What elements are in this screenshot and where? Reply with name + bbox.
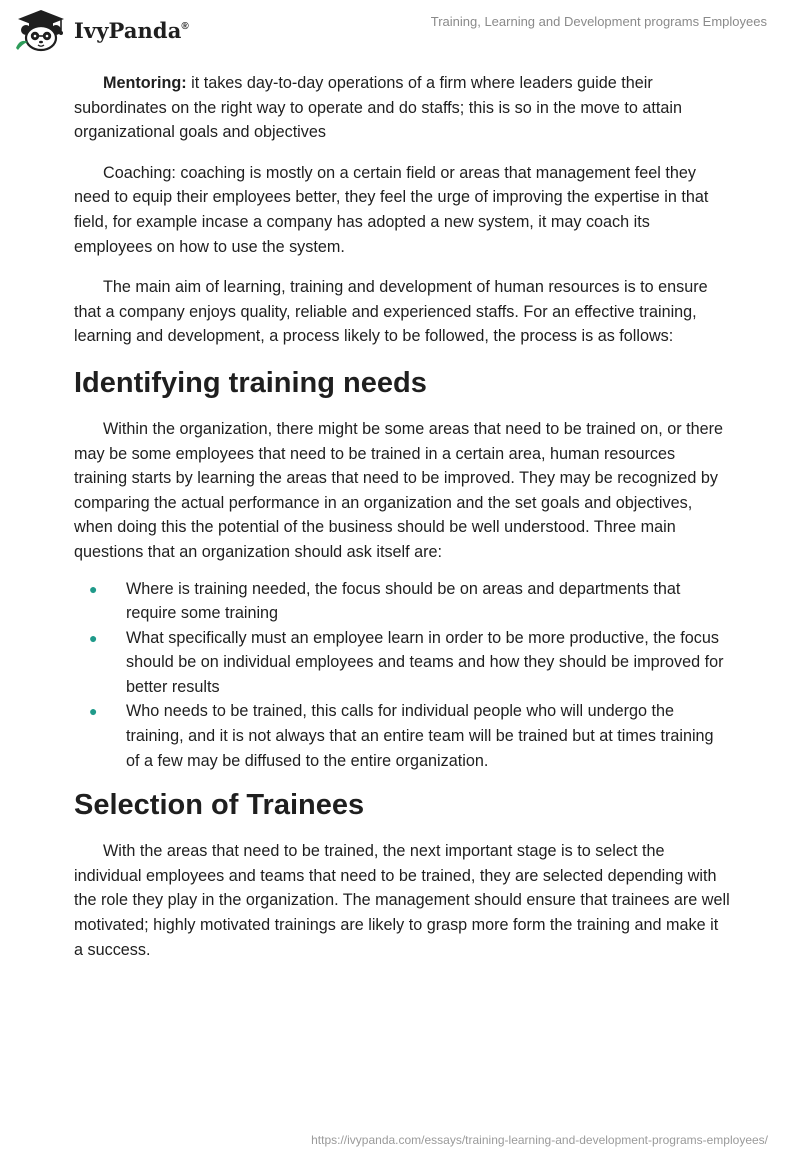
brand-name: IvyPanda® [74, 17, 189, 43]
list-item-text: Who needs to be trained, this calls for individual people who will undergo the training, and it is not always that an entire team will be trained but at times training of a few may be diffused to the entire organization. [126, 702, 714, 770]
list-item-text: Where is training needed, the focus should be on areas and departments that require some training [126, 579, 681, 623]
training-questions-list [74, 577, 730, 774]
brand-logo[interactable] [14, 8, 189, 52]
article-body [74, 71, 730, 978]
section-heading-identifying: Identifying training needs [74, 366, 427, 399]
document-title: Training, Learning and Development programs Employees [430, 14, 767, 29]
footer-url[interactable]: https://ivypanda.com/essays/training-learning-and-development-programs-employees/ [311, 1133, 768, 1147]
list-item-text: What specifically must an employee learn in order to be more productive, the focus should be on individual employees and teams and how they should be improved for better results [126, 628, 724, 696]
section-heading-selection: Selection of Trainees [74, 789, 365, 822]
bullet-icon: ● [89, 580, 98, 597]
list-item [74, 577, 730, 626]
mentoring-paragraph [74, 71, 730, 145]
bullet-icon: ● [89, 629, 98, 646]
selection-paragraph: With the areas that need to be trained, the next important stage is to select the individual employees and teams that need to be trained, they are selected depending with the role they play in the organization. The management should ensure that trainees are well motivated; highly motivated trainings are likely to grasp more form the training and make it a success. [74, 842, 730, 959]
identifying-intro-paragraph: Within the organization, there might be some areas that need to be trained on, or there may be some employees that need to be trained in a certain area, human resources training starts by learning the areas that need to be improved. They may be recognized by comparing the actual performance in an organization and the set goals and objectives, when doing this the potential of the business should be well understood. Three main questions that an organization should ask itself are: [74, 419, 723, 561]
mentoring-text: it takes day-to-day operations of a firm where leaders guide their subordinates on the right way to operate and do staffs; this is so in the move to attain organizational goals and objectives [74, 74, 682, 142]
list-item [74, 626, 730, 700]
mentoring-label: Mentoring: [103, 74, 187, 92]
coaching-paragraph: Coaching: coaching is mostly on a certain field or areas that management feel they need to equip their employees better, they feel the urge of improving the expertise in that field, for example incase a company has adopted a new system, it may coach its employees on how to use the system. [74, 163, 709, 256]
panda-graduate-logo-icon [14, 8, 68, 52]
list-item [74, 699, 730, 773]
page-header [0, 0, 800, 62]
main-aim-paragraph: The main aim of learning, training and development of human resources is to ensure that a company enjoys quality, reliable and experienced staffs. For an effective training, learning and development, a process likely to be followed, the process is as follows: [74, 278, 708, 346]
bullet-icon: ● [89, 703, 98, 720]
